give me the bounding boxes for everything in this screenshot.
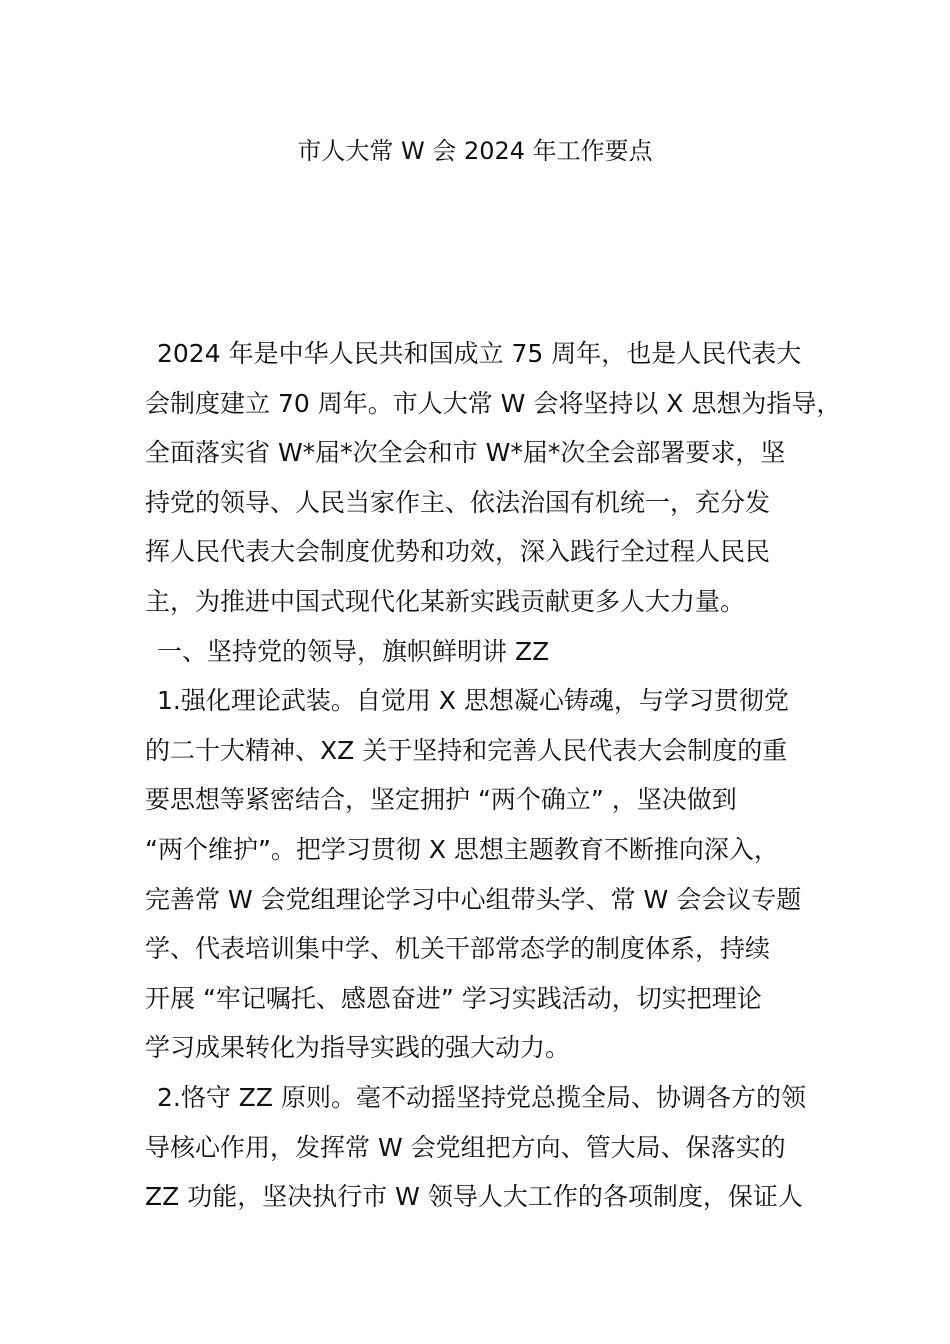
paragraph-line: ZZ 功能，坚决执行市 W 领导人大工作的各项制度，保证人 bbox=[145, 1182, 803, 1212]
paragraph-line: 主，为推进中国式现代化某新实践贡献更多人大力量。 bbox=[145, 586, 746, 616]
document-title: 市人大常 W 会 2024 年工作要点 bbox=[297, 137, 653, 165]
paragraph-line: 学、代表培训集中学、机关干部常态学的制度体系，持续 bbox=[145, 934, 771, 964]
paragraph-line: 导核心作用，发挥常 W 会党组把方向、管大局、保落实的 bbox=[145, 1132, 786, 1162]
paragraph-line: 完善常 W 会党组理论学习中心组带头学、常 W 会会议专题 bbox=[145, 884, 802, 914]
section-heading: 一、坚持党的领导，旗帜鲜明讲 ZZ bbox=[157, 636, 550, 666]
document-body bbox=[145, 329, 842, 1222]
paragraph-line: 的二十大精神、XZ 关于坚持和完善人民代表大会制度的重 bbox=[145, 735, 788, 765]
paragraph-line: 全面落实省 W*届*次全会和市 W*届*次全会部署要求，坚 bbox=[145, 438, 786, 468]
paragraph-line: “两个维护”。把学习贯彻 X 思想主题教育不断推向深入， bbox=[145, 834, 779, 864]
paragraph-line: 持党的领导、人民当家作主、依法治国有机统一，充分发 bbox=[145, 487, 771, 517]
paragraph-line: 要思想等紧密结合，坚定拥护 “两个确立” ，坚决做到 bbox=[145, 785, 737, 815]
paragraph-line: 1.强化理论武装。自觉用 X 思想凝心铸魂，与学习贯彻党 bbox=[157, 686, 789, 716]
paragraph-line: 2.恪守 ZZ 原则。毫不动摇坚持党总揽全局、协调各方的领 bbox=[157, 1082, 807, 1112]
paragraph-line: 开展 “牢记嘱托、感恩奋进” 学习实践活动，切实把理论 bbox=[145, 983, 762, 1013]
paragraph-line: 2024 年是中华人民共和国成立 75 周年，也是人民代表大 bbox=[157, 339, 802, 368]
paragraph-line: 会制度建立 70 周年。市人大常 W 会将坚持以 X 思想为指导， bbox=[145, 388, 842, 418]
paragraph-line: 学习成果转化为指导实践的强大动力。 bbox=[145, 1033, 571, 1063]
paragraph-line: 挥人民代表大会制度优势和功效，深入践行全过程人民民 bbox=[145, 537, 771, 567]
